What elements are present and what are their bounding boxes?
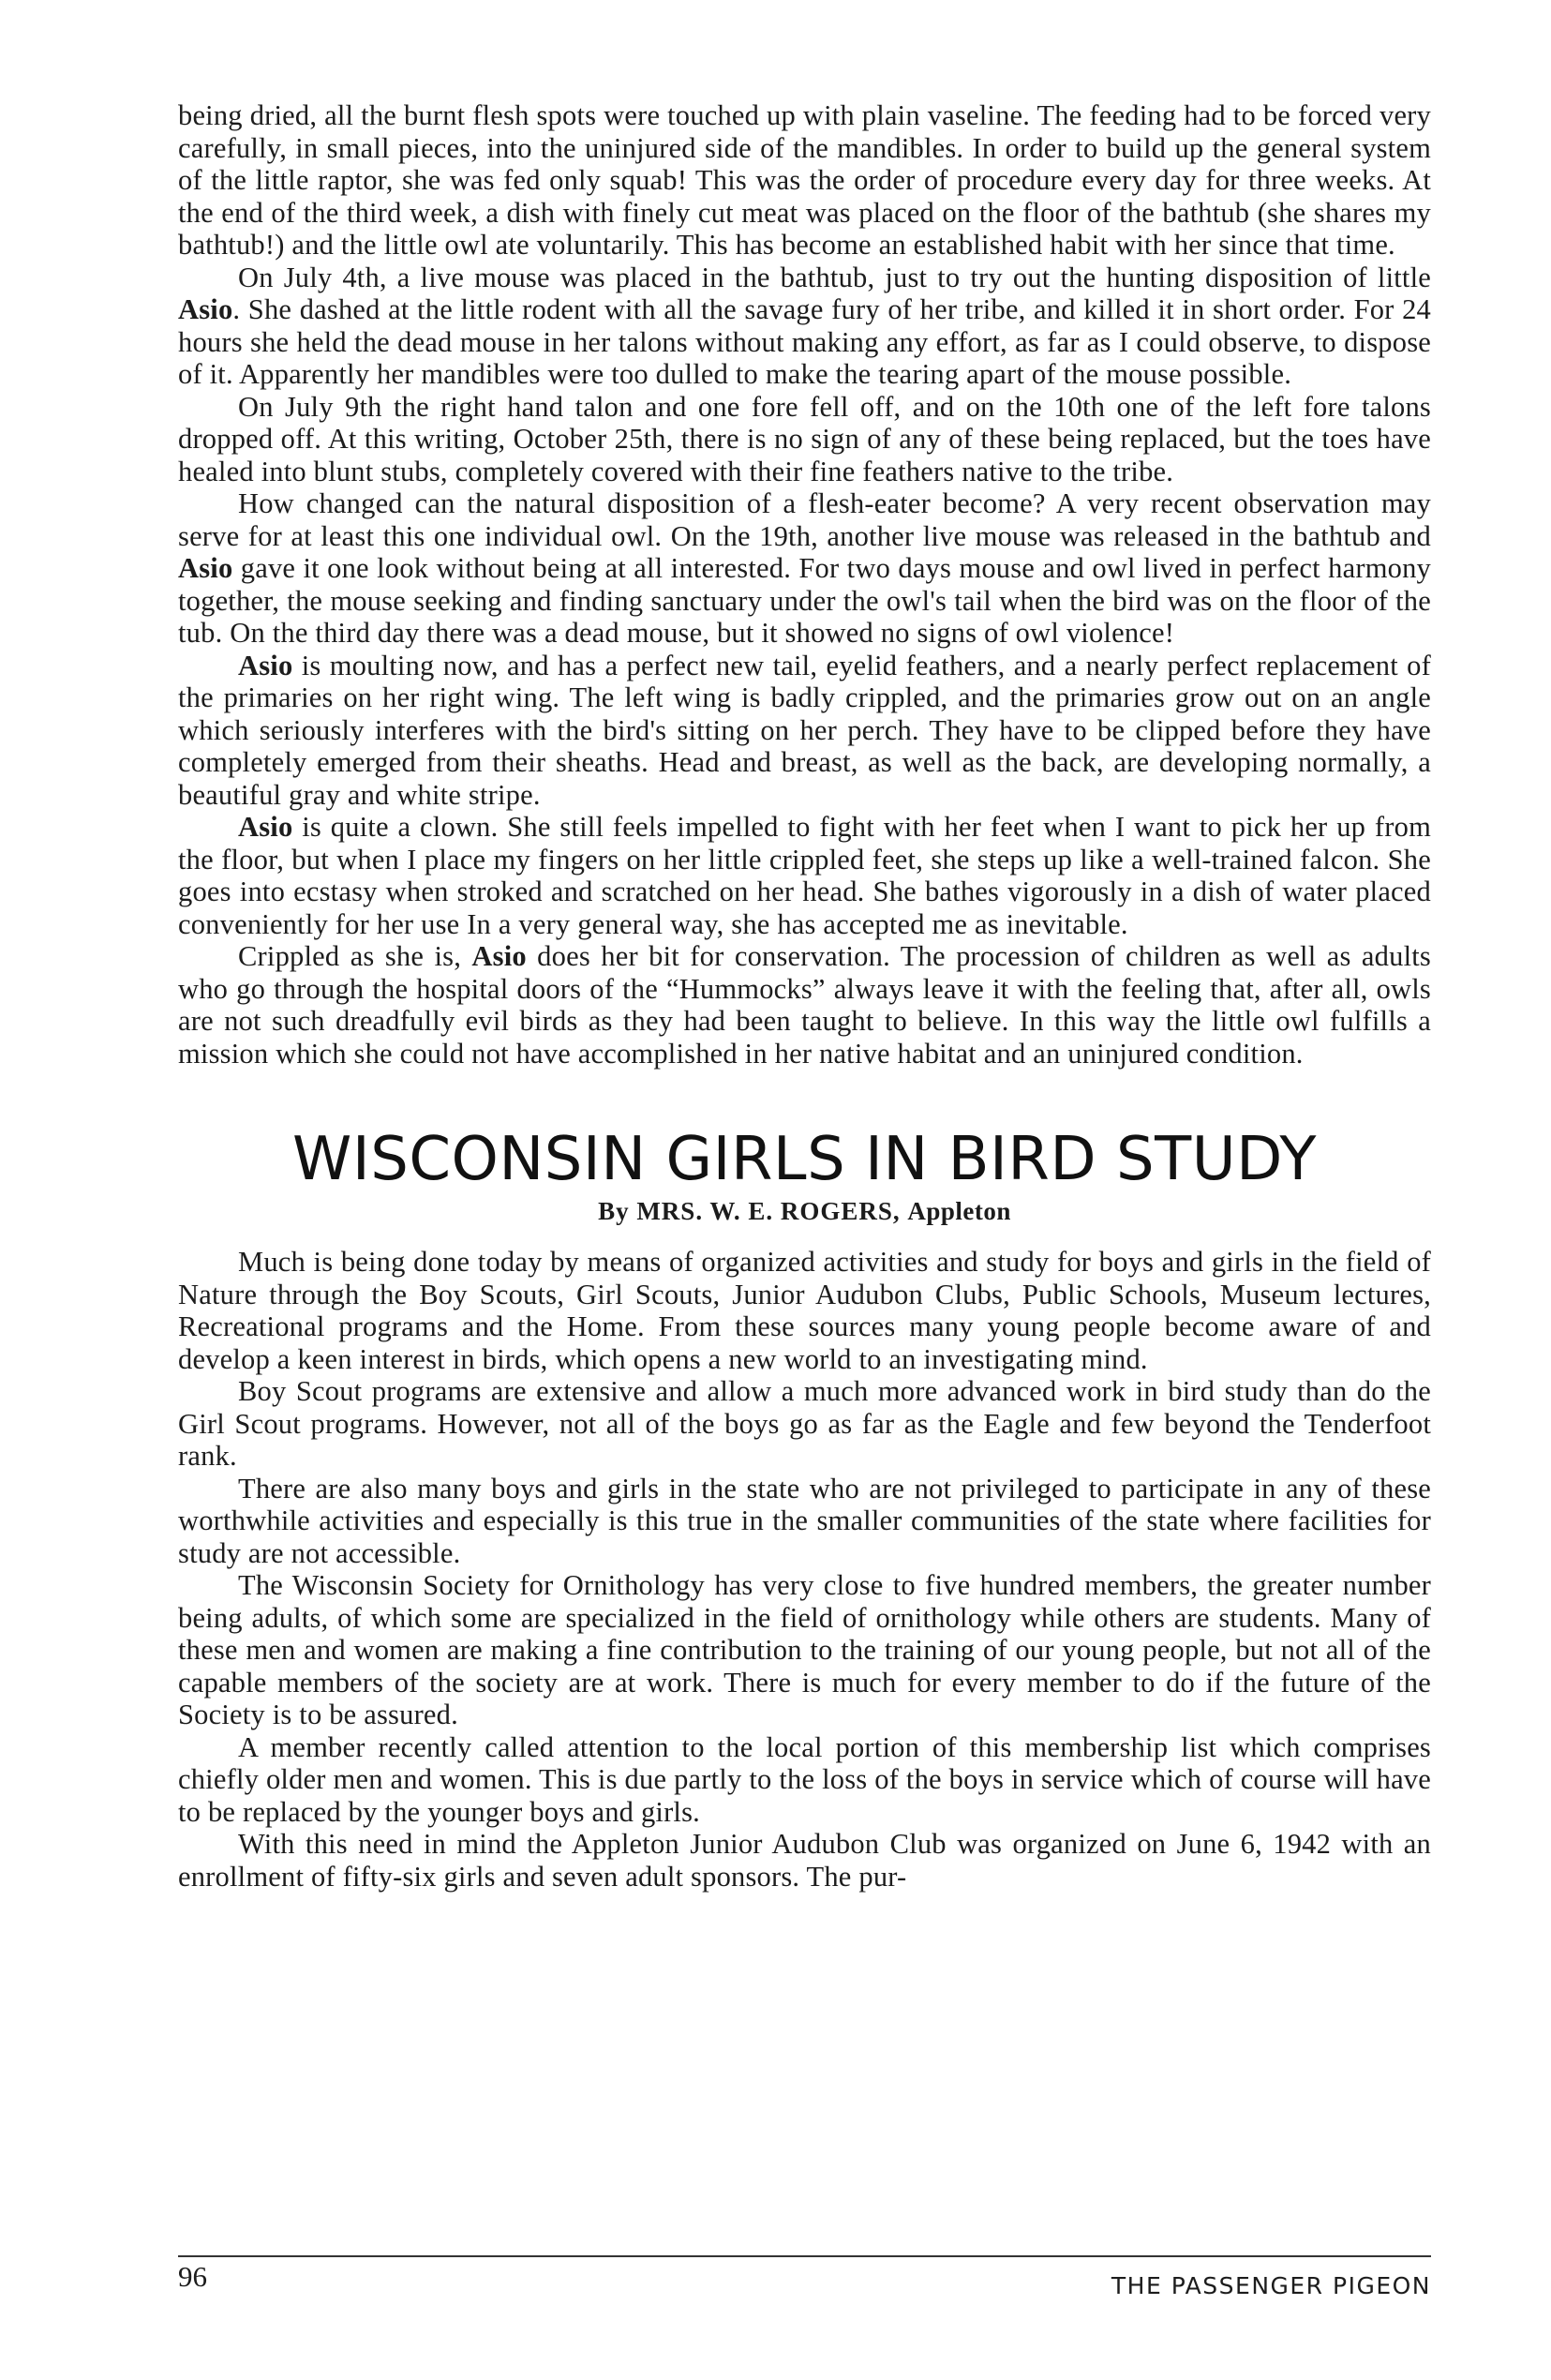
paragraph: How changed can the natural disposition of a flesh-eater become? A very recent observation may serve for at least this one individual owl. On the 19th, another live mouse was released in the bathtub and Asio gave it one look without being at all interested. For two days mouse and owl lived in perfect harmony together, the mouse seeking and finding sanctuary under the owl's tail when the bird was on the floor of the tub. On the third day there was a dead mouse, but it showed no signs of owl violence!	[178, 487, 1431, 649]
text-column	[178, 99, 1431, 1893]
paragraph: On July 4th, a live mouse was placed in the bathtub, just to try out the hunting disposition of little Asio. She dashed at the little rodent with all the savage fury of her tribe, and killed it in short order. For 24 hours she held the dead mouse in her talons without making any effort, as far as I could observe, to dispose of it. Apparently her mandibles were too dulled to make the tearing apart of the mouse possible.	[178, 261, 1431, 390]
page-footer	[178, 2255, 1431, 2299]
paragraph: Asio is quite a clown. She still feels impelled to fight with her feet when I want to pick her up from the floor, but when I place my fingers on her little crippled feet, she steps up like a well-trained falcon. She goes into ecstasy when stroked and scratched on her head. She bathes vigorously in a dish of water placed conveniently for her use In a very general way, she has accepted me as inevitable.	[178, 811, 1431, 940]
paragraph: being dried, all the burnt flesh spots were touched up with plain vaseline. The feeding had to be forced very carefully, in small pieces, into the uninjured side of the mandibles. In order to build up the general system of the little raptor, she was fed only squab! This was the order of procedure every day for three weeks. At the end of the third week, a dish with finely cut meat was placed on the floor of the bathtub (she shares my bathtub!) and the little owl ate voluntarily. This has become an established habit with her since that time.	[178, 99, 1431, 261]
paragraph: Boy Scout programs are extensive and allow a much more advanced work in bird study than do the Girl Scout programs. However, not all of the boys go as far as the Eagle and few beyond the Tenderfoot rank.	[178, 1375, 1431, 1472]
paragraph: With this need in mind the Appleton Junior Audubon Club was organized on June 6, 1942 with an enrollment of fifty-six girls and seven adult sponsors. The pur-	[178, 1828, 1431, 1893]
paragraph: On July 9th the right hand talon and one fore fell off, and on the 10th one of the left fore talons dropped off. At this writing, October 25th, there is no sign of any of these being replaced, but the toes have healed into blunt stubs, completely covered with their fine feathers native to the tribe.	[178, 390, 1431, 487]
paragraph: A member recently called attention to the local portion of this membership list which comprises chiefly older men and women. This is due partly to the loss of the boys in service which of course will have to be replaced by the younger boys and girls.	[178, 1730, 1431, 1828]
article	[178, 1126, 1431, 1893]
paragraph: The Wisconsin Society for Ornithology has very close to five hundred members, the greater number being adults, of which some are specialized in the field of ornithology while others are students. Many of these men and women are making a fine contribution to the training of our young people, but not all of the capable members of the society are at work. There is much for every member to do if the future of the Society is to be assured.	[178, 1569, 1431, 1730]
paragraph: Asio is moulting now, and has a perfect new tail, eyelid feathers, and a nearly perfect replacement of the primaries on her right wing. The left wing is badly crippled, and the primaries grow out on an angle which seriously interferes with the bird's sitting on her perch. They have to be clipped before they have completely emerged from their sheaths. Head and breast, as well as the back, are developing normally, a beautiful gray and white stripe.	[178, 649, 1431, 811]
page-number: 96	[178, 2260, 207, 2293]
paragraph: Much is being done today by means of organized activities and study for boys and girls in the field of Nature through the Boy Scouts, Girl Scouts, Junior Audubon Clubs, Public Schools, Museum lectures, Recreational programs and the Home. From these sources many young people become aware of and develop a keen interest in birds, which opens a new world to an investigating mind.	[178, 1246, 1431, 1375]
paragraph: There are also many boys and girls in the state who are not privileged to participate in any of these worthwhile activities and especially is this true in the smaller communities of the state where facilities for study are not accessible.	[178, 1472, 1431, 1569]
byline-author: By MRS. W. E. ROGERS,	[598, 1197, 901, 1225]
byline-location: Appleton	[907, 1197, 1011, 1225]
journal-name: THE PASSENGER PIGEON	[1111, 2272, 1431, 2299]
article-title: WISCONSIN GIRLS IN BIRD STUDY	[292, 1125, 1317, 1194]
continued-article	[178, 99, 1431, 1070]
byline	[178, 1195, 1431, 1227]
paragraph: Crippled as she is, Asio does her bit for conservation. The procession of children as well as adults who go through the hospital doors of the “Hummocks” always leave it with the feeling that, after all, owls are not such dreadfully evil birds as they had been taught to believe. In this way the little owl fulfills a mission which she could not have accomplished in her native habitat and an uninjured condition.	[178, 940, 1431, 1070]
